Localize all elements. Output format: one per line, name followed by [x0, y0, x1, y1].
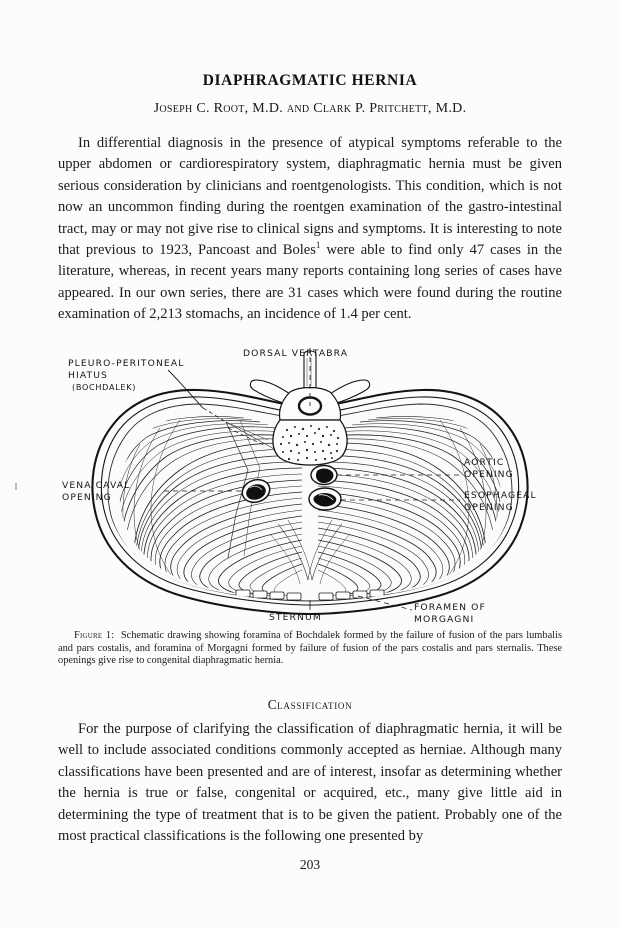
label-sternum: STERNUM	[269, 612, 322, 623]
label-esophageal-line1: ESOPHAGEAL	[464, 490, 537, 501]
diaphragm-cross-section-drawing	[40, 344, 580, 626]
label-dorsal-vertabra: DORSAL VERTABRA	[243, 348, 349, 359]
label-esophageal-line2: OPENING	[464, 502, 514, 513]
label-morgagni-line2: MORGAGNI	[414, 614, 475, 625]
figure-1	[40, 344, 580, 626]
figure-caption-label: Figure 1:	[74, 630, 115, 641]
page-number: 203	[299, 857, 321, 872]
figure-caption	[58, 630, 562, 668]
figure-caption-text: Schematic drawing showing foramina of Bochdalek formed by the failure of fusion of the pars lumbalis and pars costalis, and foramina of Morgagni formed by failure of fusion of the pars costalis and pars sternalis. These openings give rise to congenital diaphragmatic hernia.	[58, 630, 563, 667]
label-pleuro-peritoneal-line1: PLEURO-PERITONEAL	[68, 358, 185, 369]
aortic-opening	[311, 466, 337, 485]
paragraph-classification: For the purpose of clarifying the classification of diaphragmatic hernia, it will be well to include associated conditions commonly accepted as herniae. Although many classifications have been presented and are of interest, insofar as determining whether the hernia is true or false, congenital or acquired, etc., many give little aid in determining the type of treatment that is to be given the patient. Probably one of the most practical classifications is the following one presented by	[58, 721, 562, 845]
label-aortic-line1: AORTIC	[464, 457, 505, 468]
esophageal-opening	[309, 488, 341, 510]
scan-artifact-speck	[15, 483, 17, 490]
label-vena-caval-line2: OPENING	[62, 492, 112, 503]
paragraph-introduction-part2: were able to find only 47 cases in the literature, whereas, in recent years many reports containing long series of cases have appeared. In our own series, there are 31 cases which were found during the routine examination of 2,213 stomachs, an incidence of 1.4 per cent.	[58, 242, 562, 323]
label-morgagni-line1: FORAMEN OF	[414, 602, 486, 613]
footnote-reference-marker: 1	[315, 240, 321, 251]
page-title: DIAPHRAGMATIC HERNIA	[202, 72, 418, 89]
paragraph-introduction-part1: In differential diagnosis in the presence of atypical symptoms referable to the upper abdomen or cardiorespiratory system, diaphragmatic hernia must be given serious consideration by clinicians and roentgenologists. This condition, which is not now an uncommon finding during the roentgen examination of the gastro-intestinal tract, may or may not give rise to clinical signs and symptoms. It is interesting to note that previous to 1923, Pancoast and Boles	[58, 135, 562, 259]
label-pleuro-peritoneal-line3: (BOCHDALEK)	[72, 382, 137, 392]
author-line: Joseph C. Root, M.D. and Clark P. Pritchett, M.D.	[153, 101, 467, 116]
label-pleuro-peritoneal-line2: HIATUS	[68, 370, 108, 381]
paragraph-introduction	[58, 133, 562, 326]
section-heading-classification: Classification	[267, 697, 353, 712]
label-aortic-line2: OPENING	[464, 469, 514, 480]
label-vena-caval-line1: VENA CAVAL	[62, 480, 131, 491]
